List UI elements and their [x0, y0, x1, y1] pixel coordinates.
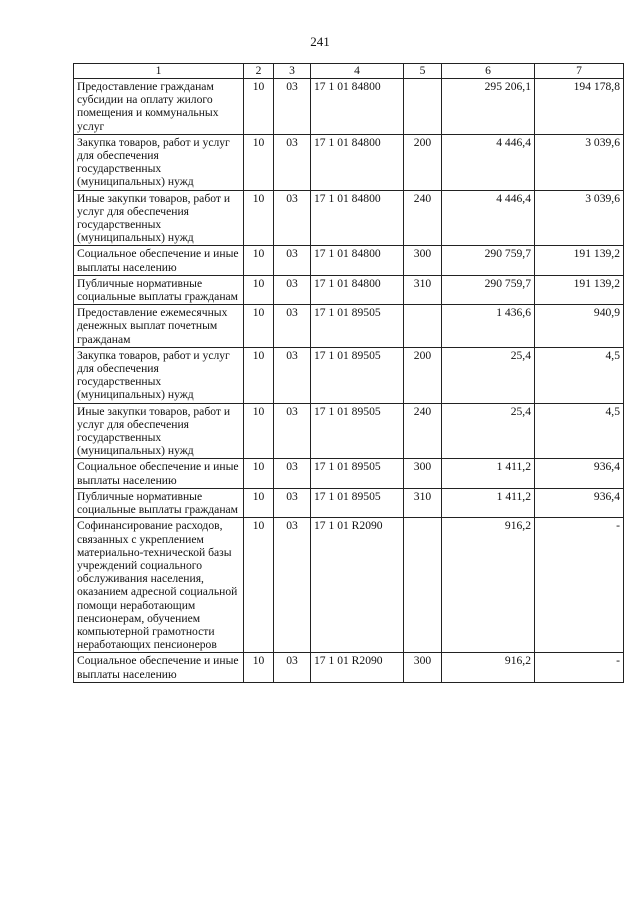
cell-subsection: 03	[274, 653, 311, 682]
cell-target-article: 17 1 01 89505	[311, 305, 404, 348]
cell-amount-year2: -	[535, 518, 624, 653]
cell-amount-year2: 3 039,6	[535, 134, 624, 190]
cell-subsection: 03	[274, 518, 311, 653]
cell-expense-type: 240	[404, 403, 442, 459]
cell-section: 10	[244, 518, 274, 653]
table-row	[74, 275, 624, 304]
cell-amount-year2: 191 139,2	[535, 275, 624, 304]
cell-name: Иные закупки товаров, работ и услуг для обеспечения государственных (муниципальных) нужд	[74, 190, 244, 246]
cell-target-article: 17 1 01 84800	[311, 134, 404, 190]
cell-target-article: 17 1 01 89505	[311, 488, 404, 517]
header-cell-amount-year1: 6	[442, 64, 535, 79]
cell-section: 10	[244, 275, 274, 304]
cell-section: 10	[244, 459, 274, 488]
cell-target-article: 17 1 01 84800	[311, 246, 404, 275]
cell-name: Иные закупки товаров, работ и услуг для обеспечения государственных (муниципальных) нужд	[74, 403, 244, 459]
cell-section: 10	[244, 246, 274, 275]
cell-expense-type: 300	[404, 653, 442, 682]
table-row	[74, 246, 624, 275]
cell-expense-type: 310	[404, 275, 442, 304]
cell-amount-year1: 916,2	[442, 653, 535, 682]
cell-expense-type	[404, 305, 442, 348]
cell-subsection: 03	[274, 488, 311, 517]
cell-name: Социальное обеспечение и иные выплаты населению	[74, 459, 244, 488]
cell-subsection: 03	[274, 190, 311, 246]
cell-target-article: 17 1 01 R2090	[311, 518, 404, 653]
cell-target-article: 17 1 01 89505	[311, 347, 404, 403]
table-row	[74, 79, 624, 135]
cell-section: 10	[244, 79, 274, 135]
table-row	[74, 305, 624, 348]
cell-target-article: 17 1 01 89505	[311, 459, 404, 488]
cell-amount-year1: 290 759,7	[442, 246, 535, 275]
cell-subsection: 03	[274, 347, 311, 403]
cell-expense-type: 200	[404, 134, 442, 190]
header-cell-amount-year2: 7	[535, 64, 624, 79]
table-row	[74, 459, 624, 488]
cell-name: Социальное обеспечение и иные выплаты населению	[74, 653, 244, 682]
cell-name: Софинансирование расходов, связанных с укреплением материально-технической базы учреждений социального обслуживания населения, оказанием адресной социальной помощи неработающим пенсионерам, обучением компьютерной грамотности неработающих пенсионеров	[74, 518, 244, 653]
cell-amount-year2: 936,4	[535, 488, 624, 517]
header-cell-subsection: 3	[274, 64, 311, 79]
cell-amount-year2: 3 039,6	[535, 190, 624, 246]
cell-amount-year2: 936,4	[535, 459, 624, 488]
cell-amount-year2: -	[535, 653, 624, 682]
cell-amount-year2: 191 139,2	[535, 246, 624, 275]
cell-section: 10	[244, 134, 274, 190]
table-row	[74, 518, 624, 653]
cell-name: Социальное обеспечение и иные выплаты населению	[74, 246, 244, 275]
cell-amount-year1: 25,4	[442, 403, 535, 459]
table-body	[74, 79, 624, 683]
cell-subsection: 03	[274, 305, 311, 348]
cell-section: 10	[244, 347, 274, 403]
cell-amount-year1: 1 411,2	[442, 459, 535, 488]
cell-subsection: 03	[274, 134, 311, 190]
cell-name: Публичные нормативные социальные выплаты гражданам	[74, 488, 244, 517]
table-row	[74, 403, 624, 459]
cell-amount-year1: 4 446,4	[442, 190, 535, 246]
table-row	[74, 653, 624, 682]
budget-table	[73, 63, 624, 683]
cell-subsection: 03	[274, 403, 311, 459]
cell-amount-year2: 940,9	[535, 305, 624, 348]
cell-expense-type	[404, 518, 442, 653]
cell-amount-year1: 4 446,4	[442, 134, 535, 190]
cell-amount-year1: 1 411,2	[442, 488, 535, 517]
table-row	[74, 190, 624, 246]
cell-name: Предоставление гражданам субсидии на оплату жилого помещения и коммунальных услуг	[74, 79, 244, 135]
cell-name: Публичные нормативные социальные выплаты гражданам	[74, 275, 244, 304]
cell-target-article: 17 1 01 84800	[311, 275, 404, 304]
cell-amount-year1: 295 206,1	[442, 79, 535, 135]
page-number: 241	[310, 34, 330, 49]
cell-target-article: 17 1 01 84800	[311, 79, 404, 135]
cell-target-article: 17 1 01 84800	[311, 190, 404, 246]
cell-section: 10	[244, 488, 274, 517]
header-cell-target-article: 4	[311, 64, 404, 79]
cell-expense-type	[404, 79, 442, 135]
cell-amount-year2: 4,5	[535, 403, 624, 459]
cell-subsection: 03	[274, 459, 311, 488]
cell-amount-year2: 4,5	[535, 347, 624, 403]
header-cell-section: 2	[244, 64, 274, 79]
cell-amount-year1: 916,2	[442, 518, 535, 653]
cell-amount-year1: 25,4	[442, 347, 535, 403]
cell-name: Закупка товаров, работ и услуг для обеспечения государственных (муниципальных) нужд	[74, 347, 244, 403]
cell-expense-type: 300	[404, 459, 442, 488]
table-row	[74, 134, 624, 190]
cell-target-article: 17 1 01 R2090	[311, 653, 404, 682]
cell-amount-year1: 290 759,7	[442, 275, 535, 304]
cell-section: 10	[244, 403, 274, 459]
table-row	[74, 347, 624, 403]
cell-section: 10	[244, 653, 274, 682]
cell-name: Закупка товаров, работ и услуг для обеспечения государственных (муниципальных) нужд	[74, 134, 244, 190]
header-cell-name: 1	[74, 64, 244, 79]
cell-target-article: 17 1 01 89505	[311, 403, 404, 459]
cell-amount-year2: 194 178,8	[535, 79, 624, 135]
header-row	[74, 64, 624, 79]
cell-expense-type: 240	[404, 190, 442, 246]
cell-expense-type: 300	[404, 246, 442, 275]
cell-section: 10	[244, 305, 274, 348]
cell-subsection: 03	[274, 275, 311, 304]
cell-expense-type: 200	[404, 347, 442, 403]
table-row	[74, 488, 624, 517]
cell-amount-year1: 1 436,6	[442, 305, 535, 348]
cell-subsection: 03	[274, 246, 311, 275]
header-cell-expense-type: 5	[404, 64, 442, 79]
cell-section: 10	[244, 190, 274, 246]
cell-subsection: 03	[274, 79, 311, 135]
cell-expense-type: 310	[404, 488, 442, 517]
cell-name: Предоставление ежемесячных денежных выплат почетным гражданам	[74, 305, 244, 348]
